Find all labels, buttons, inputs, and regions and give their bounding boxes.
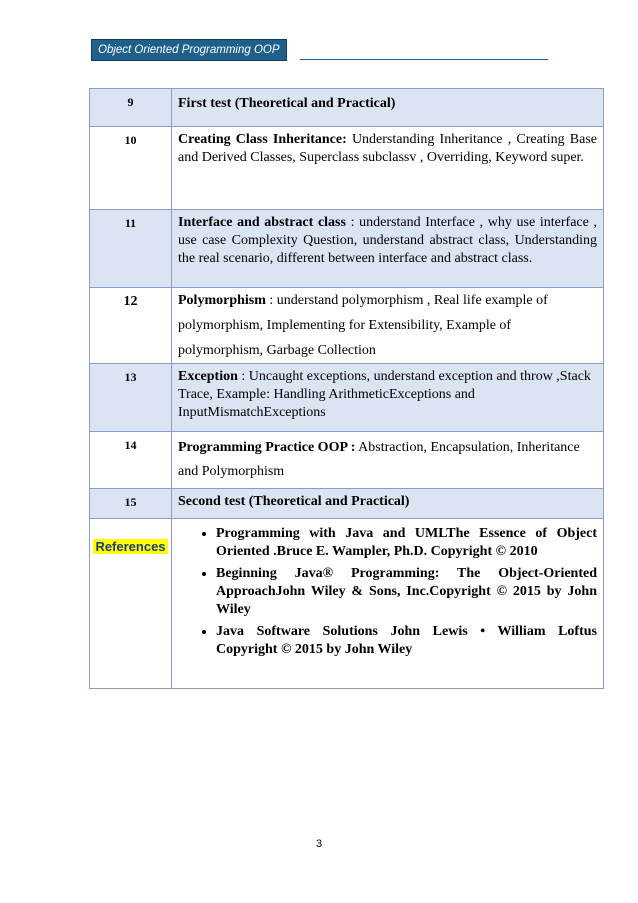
week-topic xyxy=(172,210,604,288)
topic-title: Programming Practice OOP : xyxy=(178,440,356,455)
table-row xyxy=(90,432,604,489)
week-number: 10 xyxy=(90,127,172,210)
table-row xyxy=(90,89,604,127)
topic-description: : Uncaught exceptions, understand exception and throw ,Stack Trace, Example: Handling ArithmeticExceptions and InputMismatchExceptions xyxy=(178,369,591,420)
topic-title: First test (Theoretical and Practical) xyxy=(178,96,396,111)
reference-item: • Beginning Java® Programming: The Object-Oriented ApproachJohn Wiley & Sons, Inc.Copyright © 2015 by John Wiley xyxy=(216,565,597,619)
week-number: 15 xyxy=(90,489,172,519)
week-topic xyxy=(172,89,604,127)
topic-description: Abstraction, Encapsulation, Inheritance and Polymorphism xyxy=(178,440,580,479)
topic-title: Second test (Theoretical and Practical) xyxy=(178,494,410,509)
references-list xyxy=(178,525,597,659)
week-topic xyxy=(172,127,604,210)
table-row xyxy=(90,127,604,210)
reference-item: • Programming with Java and UMLThe Essence of Object Oriented .Bruce E. Wampler, Ph.D. Copyright © 2010 xyxy=(216,525,597,561)
week-topic xyxy=(172,364,604,432)
references-label-cell xyxy=(90,519,172,689)
week-topic xyxy=(172,489,604,519)
topic-title: Exception xyxy=(178,369,238,384)
references-list-cell xyxy=(172,519,604,689)
topic-title: Polymorphism xyxy=(178,293,266,308)
document-header-title: Object Oriented Programming OOP xyxy=(91,39,287,61)
topic-title: Creating Class Inheritance: xyxy=(178,132,347,147)
topic-title: Interface and abstract class xyxy=(178,215,346,230)
topic-description: : understand polymorphism , Real life example of polymorphism, Implementing for Extensibility, Example of polymorphism, Garbage Collection xyxy=(178,293,548,358)
table-row xyxy=(90,364,604,432)
table-row xyxy=(90,210,604,288)
week-number: 9 xyxy=(90,89,172,127)
table-row xyxy=(90,288,604,364)
references-row xyxy=(90,519,604,689)
topic-description: Understanding Inheritance , Creating Base and Derived Classes, Superclass subclassv , Overriding, Keyword super. xyxy=(178,132,597,165)
header-rule xyxy=(300,59,548,60)
reference-item: • Java Software Solutions John Lewis • William Loftus Copyright © 2015 by John Wiley xyxy=(216,623,597,659)
table-row xyxy=(90,489,604,519)
week-topic xyxy=(172,288,604,364)
week-number: 12 xyxy=(90,288,172,364)
page-number: 3 xyxy=(315,838,323,850)
references-label: References xyxy=(95,539,166,554)
syllabus-table xyxy=(89,88,604,689)
week-number: 13 xyxy=(90,364,172,432)
week-number: 14 xyxy=(90,432,172,489)
week-topic xyxy=(172,432,604,489)
week-number: 11 xyxy=(90,210,172,288)
topic-description: : understand Interface , why use interface , use case Complexity Question, understand abstract class, Understanding the real scenario, different between interface and abstract class. xyxy=(178,215,597,266)
